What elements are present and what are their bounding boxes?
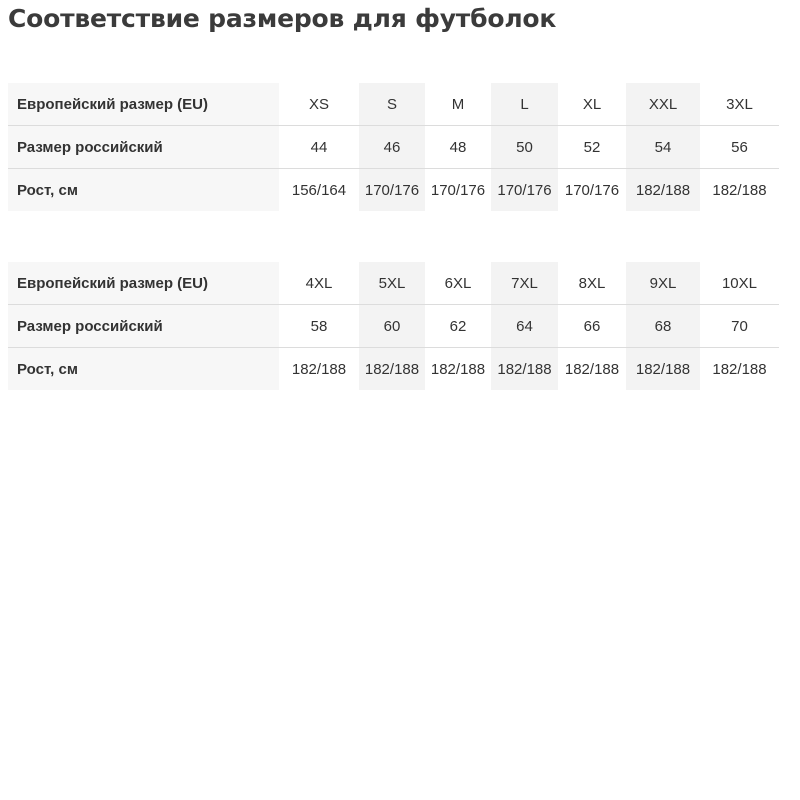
size-cell: M (425, 83, 491, 126)
size-cell: 64 (491, 305, 558, 348)
size-cell: 170/176 (425, 169, 491, 212)
row-label: Рост, см (8, 169, 279, 212)
size-cell: 70 (700, 305, 779, 348)
row-eu-size (8, 262, 779, 305)
size-cell: 182/188 (700, 169, 779, 212)
size-cell: 56 (700, 126, 779, 169)
size-cell: 156/164 (279, 169, 359, 212)
row-label: Европейский размер (EU) (8, 83, 279, 126)
size-cell: 9XL (626, 262, 700, 305)
size-cell: 8XL (558, 262, 626, 305)
size-cell: 10XL (700, 262, 779, 305)
size-cell: 182/188 (491, 348, 558, 391)
page-title: Соответствие размеров для футболок (8, 4, 557, 33)
size-cell: 66 (558, 305, 626, 348)
row-label: Размер российский (8, 305, 279, 348)
size-cell: 5XL (359, 262, 425, 305)
size-cell: 170/176 (491, 169, 558, 212)
size-cell: 182/188 (700, 348, 779, 391)
size-cell: 6XL (425, 262, 491, 305)
size-cell: 3XL (700, 83, 779, 126)
size-cell: 44 (279, 126, 359, 169)
size-cell: 4XL (279, 262, 359, 305)
size-cell: 182/188 (626, 348, 700, 391)
row-height (8, 348, 779, 391)
size-cell: 58 (279, 305, 359, 348)
row-label: Европейский размер (EU) (8, 262, 279, 305)
size-cell: 50 (491, 126, 558, 169)
size-table-1 (8, 83, 779, 211)
size-cell: L (491, 83, 558, 126)
size-cell: XS (279, 83, 359, 126)
size-cell: XXL (626, 83, 700, 126)
size-cell: XL (558, 83, 626, 126)
row-height (8, 169, 779, 212)
row-ru-size (8, 305, 779, 348)
size-cell: 182/188 (425, 348, 491, 391)
size-cell: 170/176 (359, 169, 425, 212)
size-cell: 52 (558, 126, 626, 169)
size-cell: 182/188 (626, 169, 700, 212)
size-cell: 68 (626, 305, 700, 348)
row-label: Рост, см (8, 348, 279, 391)
row-label: Размер российский (8, 126, 279, 169)
size-cell: S (359, 83, 425, 126)
size-cell: 7XL (491, 262, 558, 305)
row-eu-size (8, 83, 779, 126)
row-ru-size (8, 126, 779, 169)
size-cell: 182/188 (279, 348, 359, 391)
size-cell: 48 (425, 126, 491, 169)
size-cell: 60 (359, 305, 425, 348)
size-cell: 62 (425, 305, 491, 348)
size-cell: 182/188 (359, 348, 425, 391)
size-cell: 170/176 (558, 169, 626, 212)
size-cell: 46 (359, 126, 425, 169)
size-table-2 (8, 262, 779, 390)
size-cell: 182/188 (558, 348, 626, 391)
size-cell: 54 (626, 126, 700, 169)
